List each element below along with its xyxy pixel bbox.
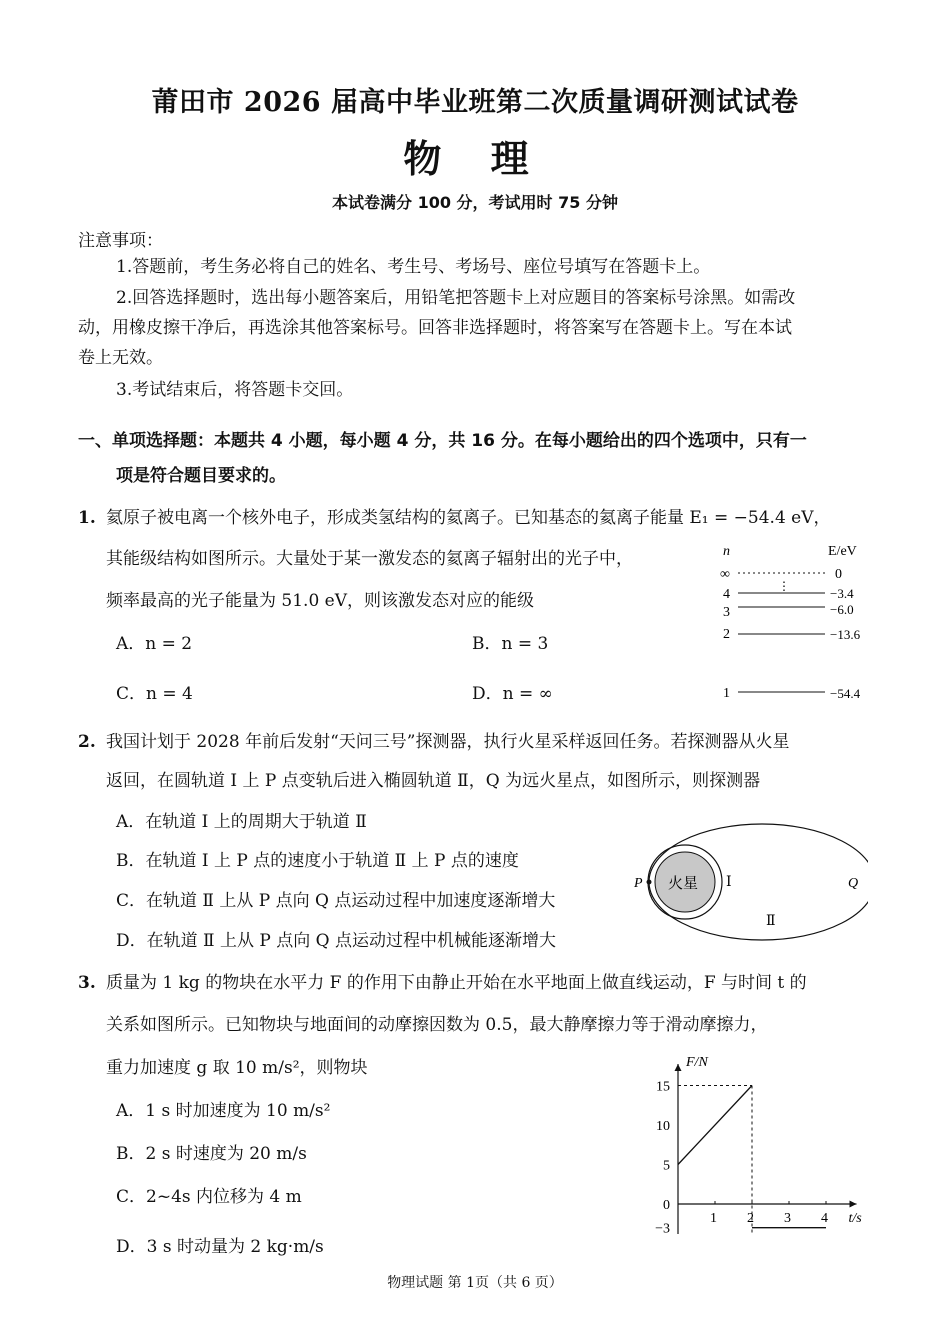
notice-item-1: 1.答题前，考生务必将自己的姓名、考生号、考场号、座位号填写在答题卡上。 xyxy=(116,257,711,277)
q1-option-c: C．n = 4 xyxy=(116,684,193,704)
x-tick-label: 4 xyxy=(821,1211,828,1226)
q1-option-d: D．n = ∞ xyxy=(472,684,553,704)
q3-option-a: A．1 s 时加速度为 10 m/s² xyxy=(116,1101,331,1121)
point-q-label: Q xyxy=(848,876,859,891)
notice-item-2: 2.回答选择题时，选出每小题答案后，用铅笔把答题卡上对应题目的答案标号涂黑。如需改 xyxy=(116,288,796,308)
force-time-chart xyxy=(640,1050,880,1250)
notice-item-2-end: 卷上无效。 xyxy=(78,348,163,368)
q2-option-b: B．在轨道 Ⅰ 上 P 点的速度小于轨道 Ⅱ 上 P 点的速度 xyxy=(116,851,519,871)
q1-text: 氦原子被电离一个核外电子，形成类氢结构的氦离子。已知基态的氦离子能量 E₁ = −54.4 eV， xyxy=(106,508,831,528)
q2-text: 返回，在圆轨道 Ⅰ 上 P 点变轨后进入椭圆轨道 Ⅱ，Q 为远火星点，如图所示，则探测器 xyxy=(106,771,761,791)
orbit-i-label: Ⅰ xyxy=(726,875,732,890)
y-tick-label: 5 xyxy=(663,1158,670,1174)
y-tick-label: −3 xyxy=(655,1221,670,1237)
section-heading: 一、单项选择题：本题共 4 小题，每小题 4 分，共 16 分。在每小题给出的四个选项中，只有一 xyxy=(78,431,807,451)
question-number: 3. xyxy=(78,973,96,993)
x-axis-label: t/s xyxy=(848,1211,862,1226)
q3-text: 重力加速度 g 取 10 m/s²，则物块 xyxy=(106,1058,368,1078)
y-tick-label: 10 xyxy=(656,1119,670,1134)
q1-text: 其能级结构如图所示。大量处于某一激发态的氦离子辐射出的光子中， xyxy=(106,549,633,569)
x-tick-label: 1 xyxy=(710,1211,717,1226)
point-p-dot xyxy=(647,880,652,885)
q3-option-c: C．2~4s 内位移为 4 m xyxy=(116,1187,302,1207)
level-n-2: 2 xyxy=(723,627,730,642)
planet-label: 火星 xyxy=(668,876,699,892)
level-n-4: 4 xyxy=(723,587,730,602)
x-tick-label: 2 xyxy=(747,1211,754,1226)
question-number: 2. xyxy=(78,732,96,752)
level-n-3: 3 xyxy=(723,605,730,620)
x-tick-label: 3 xyxy=(784,1211,791,1226)
level-n-1: 1 xyxy=(723,686,730,701)
orbit-ii-label: Ⅱ xyxy=(766,914,776,929)
energy-level-diagram xyxy=(710,538,890,708)
level-e-4: −3.4 xyxy=(830,586,854,601)
y-tick-label: 0 xyxy=(663,1198,670,1213)
q1-option-b: B．n = 3 xyxy=(472,634,549,654)
q3-text: 关系如图所示。已知物块与地面间的动摩擦因数为 0.5，最大静摩擦力等于滑动摩擦力， xyxy=(106,1015,768,1035)
q2-option-a: A．在轨道 Ⅰ 上的周期大于轨道 Ⅱ xyxy=(116,812,367,832)
level-e-2: −13.6 xyxy=(830,627,861,642)
page-footer: 物理试题 第 1页（共 6 页） xyxy=(387,1275,563,1291)
q1-text: 频率最高的光子能量为 51.0 eV，则该激发态对应的能级 xyxy=(106,591,534,611)
q2-option-c: C．在轨道 Ⅱ 上从 P 点向 Q 点运动过程中加速度逐渐增大 xyxy=(116,891,556,911)
notice-item-2-cont: 动，用橡皮擦干净后，再选涂其他答案标号。回答非选择题时，将答案写在答题卡上。写在本试 xyxy=(78,318,792,338)
question-number: 1. xyxy=(78,508,96,528)
q2-text: 我国计划于 2028 年前后发射“天问三号”探测器，执行火星采样返回任务。若探测器从火星 xyxy=(106,732,790,752)
q3-option-d: D．3 s 时动量为 2 kg·m/s xyxy=(116,1237,324,1257)
notice-heading: 注意事项： xyxy=(78,231,163,251)
point-p-label: P xyxy=(634,876,643,891)
level-e-3: −6.0 xyxy=(830,602,854,617)
q3-text: 质量为 1 kg 的物块在水平力 F 的作用下由静止开始在水平地面上做直线运动，F 与时间 t 的 xyxy=(106,973,807,993)
exam-meta: 本试卷满分 100 分，考试用时 75 分钟 xyxy=(332,193,618,212)
y-tick-label: 15 xyxy=(656,1079,670,1095)
force-segment-1 xyxy=(678,1086,752,1165)
level-n-inf: ∞ xyxy=(720,567,730,582)
q1-option-a: A．n = 2 xyxy=(116,634,193,654)
level-e-inf: 0 xyxy=(835,567,842,582)
y-axis-label: F/N xyxy=(686,1055,708,1070)
q3-option-b: B．2 s 时速度为 20 m/s xyxy=(116,1144,307,1164)
level-e-1: −54.4 xyxy=(830,686,861,701)
subject-title: 物 理 xyxy=(403,136,547,181)
section-heading-cont: 项是符合题目要求的。 xyxy=(116,466,286,486)
exam-title: 莆田市 2026 届高中毕业班第二次质量调研测试试卷 xyxy=(151,87,799,118)
orbit-diagram xyxy=(628,818,868,948)
notice-item-3: 3.考试结束后，将答题卡交回。 xyxy=(116,380,354,400)
ellipsis-dots: ⋮ xyxy=(778,579,790,593)
energy-axis-label: E/eV xyxy=(828,544,857,559)
q2-option-d: D．在轨道 Ⅱ 上从 P 点向 Q 点运动过程中机械能逐渐增大 xyxy=(116,931,556,951)
n-axis-label: n xyxy=(723,544,730,559)
